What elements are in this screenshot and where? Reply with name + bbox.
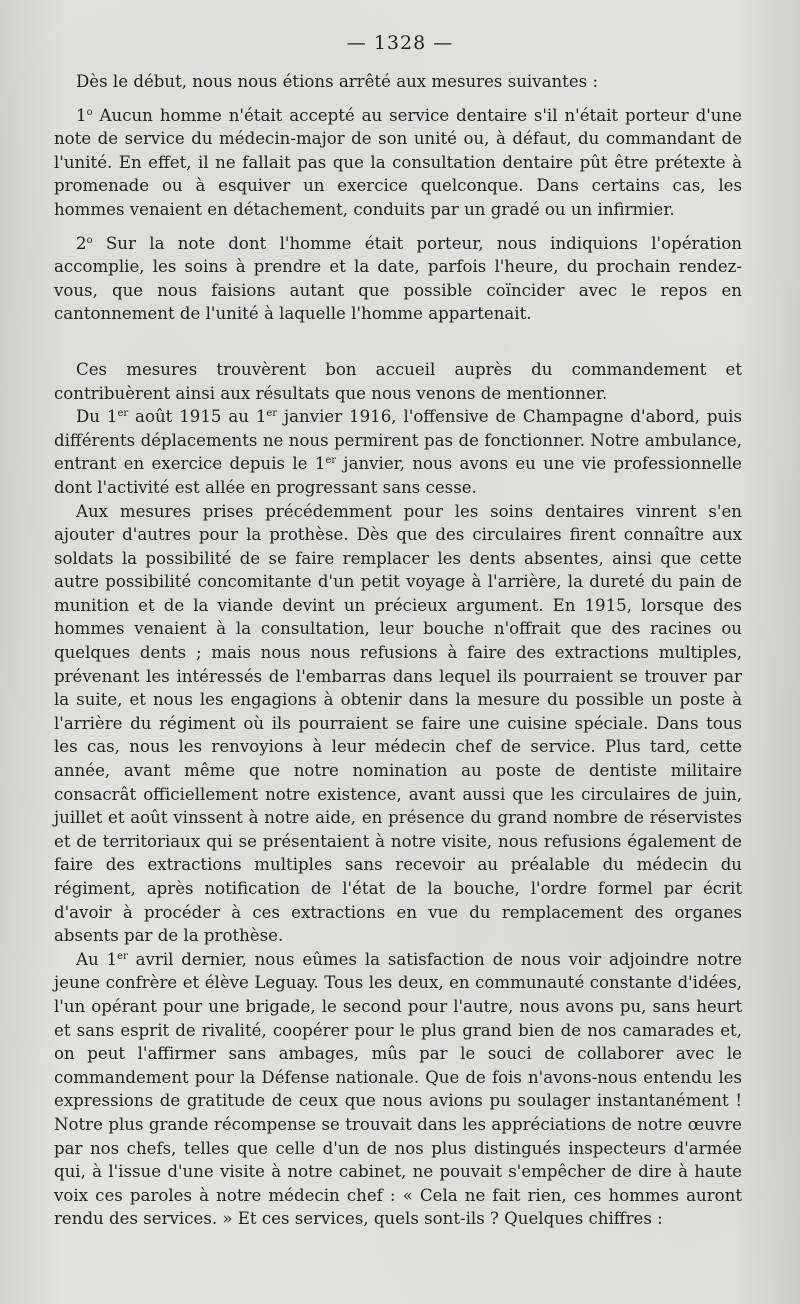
- text-run: Du 1: [76, 407, 118, 427]
- text-run: 2: [76, 233, 87, 253]
- text-run: Dès le début, nous nous étions arrêté aux mesures suivantes :: [76, 72, 599, 91]
- paragraph-measure-2: [54, 232, 742, 326]
- superscript: o: [86, 106, 93, 118]
- paragraph-offensive: [54, 405, 742, 499]
- paragraph-leguay: [54, 948, 742, 1231]
- text-run: août 1915 au 1: [128, 407, 267, 427]
- text-run: janvier 1916, l'offensive de Champagne d'abord, puis différents déplacements ne nous permirent pas de fonctionner. Notre ambulance, entrant en exercice depuis le 1: [54, 407, 742, 474]
- text-run: Au 1: [76, 949, 118, 969]
- paragraph-reception: [54, 358, 742, 405]
- body-text: [54, 70, 742, 1231]
- superscript: o: [86, 234, 93, 246]
- paragraph-intro: [54, 70, 742, 94]
- page-number: — 1328 —: [346, 32, 454, 54]
- text-run: Aux mesures prises précédemment pour les soins dentaires vinrent s'en ajouter d'autres pour la prothèse. Dès que des circulaires firent connaître aux soldats la possibilité de se faire remplacer les dents absentes, ainsi que cette autre possibilité concomitante d'un petit voyage à l'arrière, la dureté du pain de munition et de la viande devint un précieux argument. En 1915, lorsque des hommes venaient à la consultation, leur bouche n'offrait que des racines ou quelques dents ; mais nous nous refusions à faire des extractions multiples, prévenant les intéressés de l'embarras dans lequel ils pourraient se trouver par la suite, et nous les engagions à obtenir dans la mesure du possible un poste à l'arrière du régiment où ils pourraient se faire une cuisine spéciale. Dans tous les cas, nous les renvoyions à leur médecin chef de service. Plus tard, cette année, avant même que notre nomination au poste de dentiste militaire consacrât officiellement notre existence, avant aussi que les circulaires de juin, juillet et août vinssent à notre aide, en présence du grand nombre de réservistes et de territoriaux qui se présentaient à notre visite, nous refusions également de faire des extractions multiples sans recevoir au préalable du médecin du régiment, après notification de l'état de la bouche, l'ordre formel par écrit d'avoir à procéder à ces extractions en vue du remplacement des organes absents par de la prothèse.: [54, 501, 742, 946]
- text-run: janvier, nous avons eu une vie professionnelle dont l'activité est allée en progressant sans cesse.: [54, 454, 742, 497]
- text-run: 1: [76, 105, 87, 125]
- text-run: Sur la note dont l'homme était porteur, nous indiquions l'opération accomplie, les soins à prendre et la date, parfois l'heure, du prochain rendez-vous, que nous faisions autant que possible coïncider avec le repos en cantonnement de l'unité à laquelle l'homme appartenait.: [54, 233, 742, 324]
- superscript: er: [117, 950, 128, 962]
- superscript: er: [325, 455, 337, 467]
- text-run: avril dernier, nous eûmes la satisfaction de nous voir adjoindre notre jeune confrère et élève Leguay. Tous les deux, en communauté constante d'idées, l'un opérant pour une brigade, le second pour l'autre, nous avons pu, sans heurt et sans esprit de rivalité, coopérer pour le plus grand bien de nos camarades et, on peut l'affirmer sans ambages, mûs par le souci de collaborer avec le commandement pour la Défense nationale. Que de fois n'avons-nous entendu les expressions de gratitude de ceux que nous avions pu soulager instantanément ! Notre plus grande récompense se trouvait dans les appréciations de notre œuvre par nos chefs, telles que celle d'un de nos plus distingués inspecteurs d'armée qui, à l'issue d'une visite à notre cabinet, ne pouvait s'empêcher de dire à haute voix ces paroles à notre médecin chef : « Cela ne fait rien, ces hommes auront rendu des services. » Et ces services, quels sont-ils ? Quelques chiffres :: [54, 949, 742, 1229]
- superscript: er: [266, 408, 278, 420]
- text-run: Aucun homme n'était accepté au service dentaire s'il n'était porteur d'une note de service du médecin-major de son unité ou, à défaut, du commandant de l'unité. En effet, il ne fallait pas que la consultation dentaire pût être prétexte à promenade ou à esquiver un exercice quelconque. Dans certains cas, les hommes venaient en détachement, conduits par un gradé ou un infirmier.: [54, 105, 742, 219]
- text-run: Ces mesures trouvèrent bon accueil auprès du commandement et contribuèrent ainsi aux résultats que nous venons de mentionner.: [54, 359, 742, 403]
- paragraph-measure-1: [54, 104, 742, 222]
- paragraph-prosthesis: [54, 500, 742, 948]
- superscript: er: [117, 408, 129, 420]
